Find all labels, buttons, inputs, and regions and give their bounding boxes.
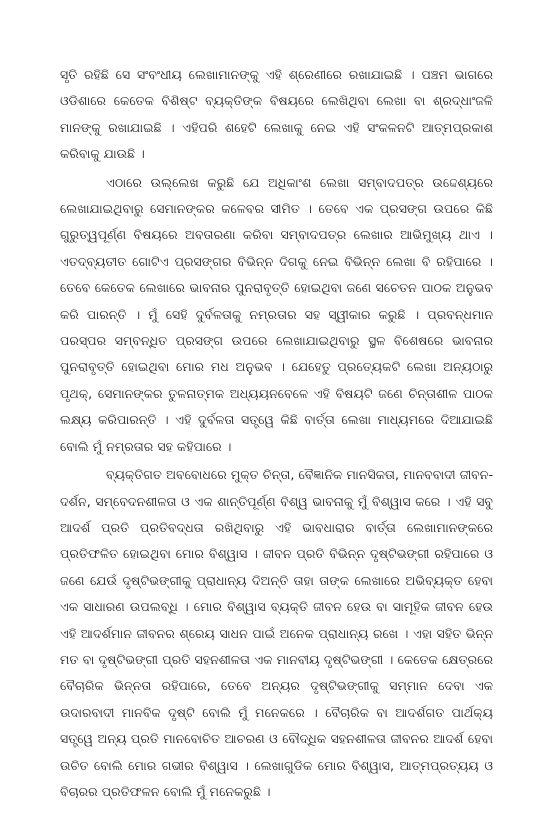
paragraph-continuation: ସୃତି ରହିଛି ସେ ସଂବଂଧୀୟ ଲେଖାମାନଙ୍କୁ ଏହି ଶ୍ରେଣୀରେ ରଖାଯାଇଛି । ପଞ୍ଚମ ଭାଗରେ ଓଡିଶାରେ କେତେକ ବିଶିଷ୍ଟ ବ୍ୟକ୍ତିଙ୍କ ବିଷୟରେ ଲେଖିଥିବା ଲେଖା ବା ଶ୍ରଦ୍ଧାଂଜଳି ମାନଙ୍କୁ ରଖାଯାଇଛି । ଏହିପରି ଶହେଟି ଲେଖାକୁ ନେଇ ଏହି ସଂକଳନଟି ଆତ୍ମପ୍ରକାଶ କରିବାକୁ ଯାଉଛି । [60, 67, 493, 162]
paragraph-beliefs: ବ୍ୟକ୍ତିଗତ ଅବବୋଧରେ ମୁକ୍ତ ଚିନ୍ତା, ବୈଜ୍ଞାନିକ ମାନସିକତା, ମାନବବାଦୀ ଜୀବନ-ଦର୍ଶନ, ସମ୍ବେଦନଶୀଳତା ଓ ଏକ ଶାନ୍ତିପୂର୍ଣ୍ଣ ବିଶ୍ୱ ଭାବନାକୁ ମୁଁ ବିଶ୍ୱାସ କରେ । ଏହି ସବୁ ଆଦର୍ଶ ପ୍ରତି ପ୍ରତିବଦ୍ଧତା ରଖିଥିବାରୁ ଏହି ଭାବଧାରାର ବାର୍ତ୍ତା ଲେଖାମାନଙ୍କରେ ପ୍ରତିଫଳିତ ହୋଇଥିବା ମୋର ବିଶ୍ୱାସ । ଜୀବନ ପ୍ରତି ବିଭିନ୍ନ ଦୃଷ୍ଟିଭଙ୍ଗୀ ରହିପାରେ ଓ ଜଣେ ଯେଉଁ ଦୃଷ୍ଟିଭଙ୍ଗୀକୁ ପ୍ରାଧାନ୍ୟ ଦିଅନ୍ତି ତାହା ତାଙ୍କ ଲେଖାରେ ଅଭିବ୍ୟକ୍ତ ହେବା ଏକ ସାଧାରଣ ଉପଲବ୍ଧି । ମୋର ବିଶ୍ୱାସ ବ୍ୟକ୍ତି ଜୀବନ ହେଉ ବା ସାମୂହିକ ଜୀବନ ହେଉ ଏହି ଆଦର୍ଶମାନ ଜୀବନର ଶ୍ରେୟ ସାଧନ ପାଇଁ ଅନେକ ପ୍ରାଧାନ୍ୟ ରଖେ । ଏହା ସହିତ ଭିନ୍ନ ମତ ବା ଦୃଷ୍ଟିଭଙ୍ଗୀ ପ୍ରତି ସହନଶୀଳତା ଏକ ମାନବୀୟ ଦୃଷ୍ଟିଭଙ୍ଗୀ । କେତେକ କ୍ଷେତ୍ରରେ ବୈଚାରିକ ଭିନ୍ନତା ରହିପାରେ, ତେବେ ଅନ୍ୟର ଦୃଷ୍ଟିଭଙ୍ଗୀକୁ ସମ୍ମାନ ଦେବା ଏକ ଉଦାରବାଦୀ ମାନବିକ ଦୃଷ୍ଟି ବୋଲି ମୁଁ ମନେକରେ । ବୈଚାରିକ ବା ଆଦର୍ଶଗତ ପାର୍ଥକ୍ୟ ସତ୍ତ୍ୱେ ଅନ୍ୟ ପ୍ରତି ମାନବୋଚିତ ଆଚରଣ ଓ ବୌଦ୍ଧିକ ସହନଶୀଳତା ଜୀବନର ଆଦର୍ଶ ହେବା ଉଚିତ ବୋଲି ମୋର ଗଭୀର ବିଶ୍ୱାସ । ଲେଖାଗୁଡିକ ମୋର ବିଶ୍ୱାସ, ଆତ୍ମପ୍ରତ୍ୟୟ ଓ ବିଚାରର ପ୍ରତିଫଳନ ବୋଲି ମୁଁ ମନେକରୁଛି । [60, 467, 493, 799]
paragraph-writing-note: ଏଠାରେ ଉଲ୍ଲେଖ କରୁଛି ଯେ ଅଧିକାଂଶ ଲେଖା ସମ୍ବାଦପତ୍ର ଉଦ୍ଦେଶ୍ୟରେ ଲେଖାଯାଇଥିବାରୁ ସେମାନଙ୍କର କଳେବର ସୀମିତ । ତେବେ ଏକ ପ୍ରସଙ୍ଗ ଉପରେ କିଛି ଗୁରୁତ୍ୱପୂର୍ଣ୍ଣ ବିଷୟରେ ଅବତାରଣା କରିବା ସମ୍ବାଦପତ୍ର ଲେଖାର ଆଭିମୁଖ୍ୟ ଥାଏ । ଏତଦ୍‌ବ୍ୟତୀତ ଗୋଟିଏ ପ୍ରସଙ୍ଗର ବିଭିନ୍ନ ଦିଗକୁ ନେଇ ବିଭିନ୍ନ ଲେଖା ବି ରହିପାରେ । ତେବେ କେତେକ ଲେଖାରେ ଭାବନାର ପୁନରାବୃତ୍ତି ହୋଇଥିବା ଜଣେ ସଚେତନ ପାଠକ ଅନୁଭବ କରି ପାରନ୍ତି । ମୁଁ ସେହି ଦୁର୍ବଳତାକୁ ନମ୍ରତାର ସହ ସ୍ୱୀକାର କରୁଛି । ପ୍ରବନ୍ଧମାନ ପରସ୍ପର ସମ୍ବନ୍ଧିତ ପ୍ରସଙ୍ଗ ଉପରେ ଲେଖାଯାଇଥିବାରୁ ସ୍ଥଳ ବିଶେଷରେ ଭାବନାର ପୁନରାବୃତ୍ତି ହୋଇଥିବା ମୋର ମଧ ଅନୁଭବ । ଯେହେତୁ ପ୍ରତ୍ୟେକଟି ଲେଖା ଅନ୍ୟଠାରୁ ପୃଥକ୍, ସେମାନଙ୍କର ତୁଳନାତ୍ମକ ଅଧ୍ୟୟନବେଳେ ଏହି ବିଷୟଟି ଜଣେ ଚିନ୍ତାଶୀଳ ପାଠକ ଲକ୍ଷ୍ୟ କରିପାରନ୍ତି । ଏହି ଦୁର୍ବଳତା ସତ୍ତ୍ୱେ କିଛି ବାର୍ତ୍ତା ଲେଖା ମାଧ୍ୟମରେ ଦିଆଯାଇଛି ବୋଲି ମୁଁ ନମ୍ରତାର ସହ କହିପାରେ । [60, 174, 493, 454]
